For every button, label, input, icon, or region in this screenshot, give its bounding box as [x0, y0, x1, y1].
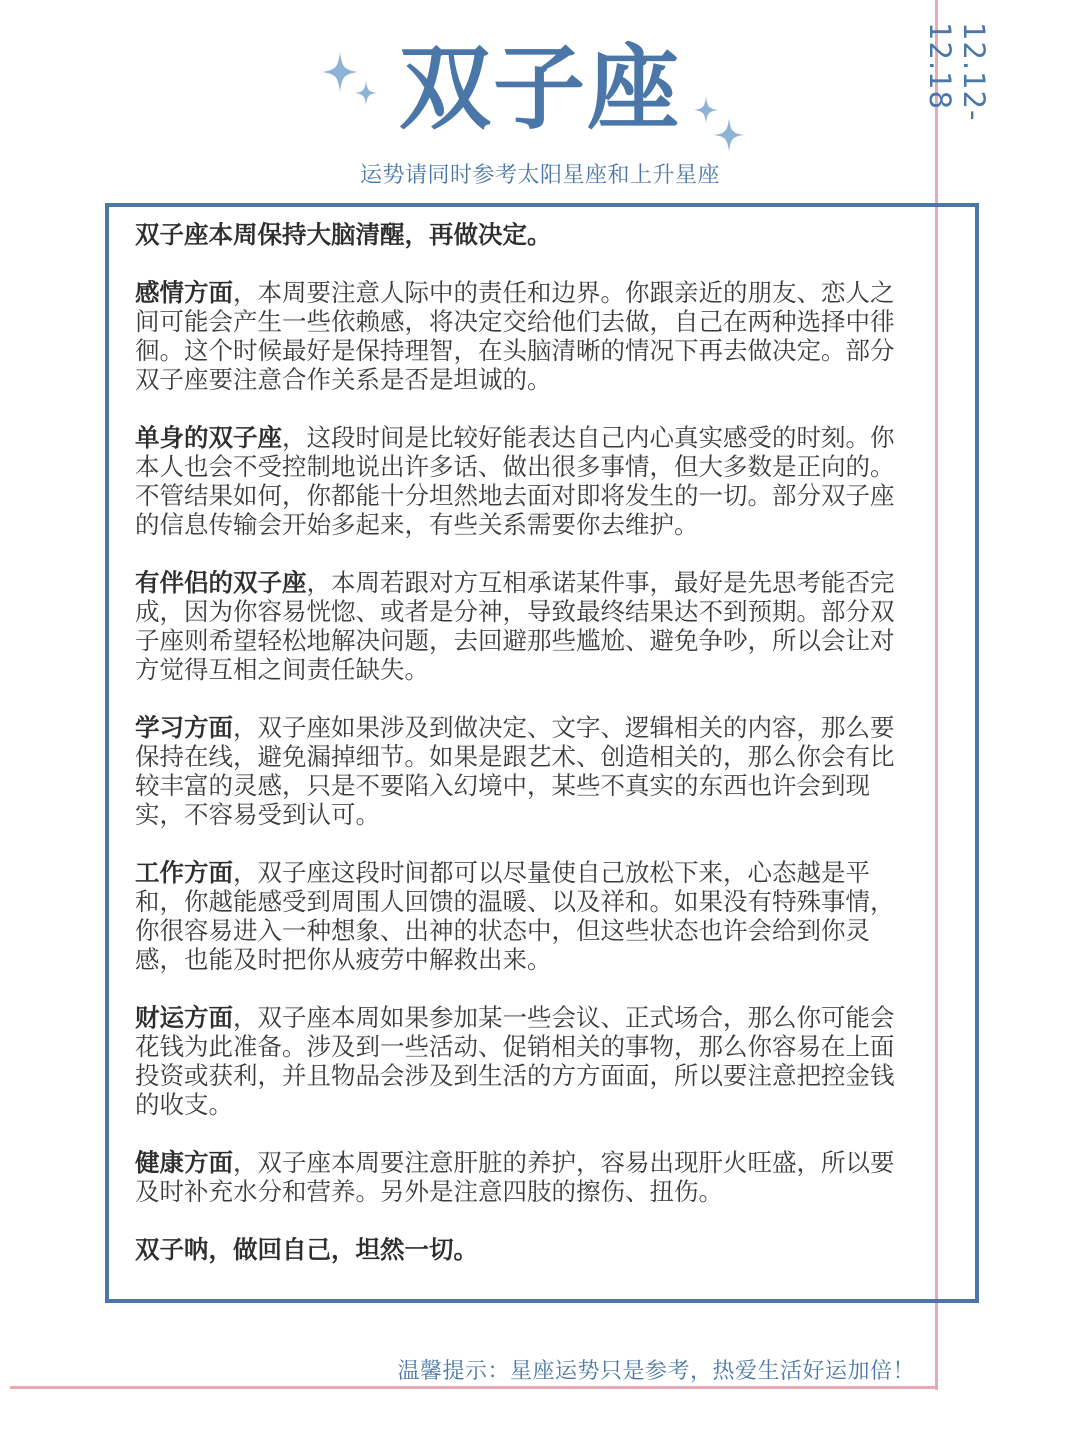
section-partnered — [135, 568, 915, 684]
section-study — [135, 713, 915, 829]
pink-horizontal-line — [10, 1386, 938, 1389]
section-text: ，本周要注意人际中的责任和边界。你跟亲近的朋友、恋人之间可能会产生一些依赖感，将决定交给他们去做，自己在两种选择中徘徊。这个时候最好是保持理智，在头脑清晰的情况下再去做决定。部分双子座要注意合作关系是否是坦诚的。 — [135, 278, 895, 394]
footer-tip: 温馨提示：星座运势只是参考，热爱生活好运加倍！ — [397, 1359, 915, 1384]
section-text: ，双子座本周如果参加某一些会议、正式场合，那么你可能会花钱为此准备。涉及到一些活动、促销相关的事物，那么你容易在上面投资或获利，并且物品会涉及到生活的方方面面，所以要注意把控金钱的收支。 — [135, 1003, 895, 1119]
section-heading: 单身的双子座 — [135, 423, 282, 452]
page-title: 双子座 — [398, 35, 681, 142]
section-love — [135, 278, 915, 394]
subtitle: 运势请同时参考太阳星座和上升星座 — [359, 163, 720, 188]
date-range: 12.12-12.18 — [923, 22, 991, 122]
section-health — [135, 1148, 915, 1206]
section-text: ，本周若跟对方互相承诺某件事，最好是先思考能否完成，因为你容易恍惚、或者是分神，导致最终结果达不到预期。部分双子座则希望轻松地解决问题，去回避那些尴尬、避免争吵，所以会让对方觉得互相之间责任缺失。 — [135, 568, 895, 684]
section-heading: 感情方面 — [135, 278, 233, 307]
section-text: ，双子座本周要注意肝脏的养护，容易出现肝火旺盛，所以要及时补充水分和营养。另外是注意四肢的擦伤、扭伤。 — [135, 1148, 895, 1206]
section-single — [135, 423, 915, 539]
section-heading: 财运方面 — [135, 1003, 233, 1032]
section-text: ，双子座这段时间都可以尽量使自己放松下来，心态越是平和，你越能感受到周围人回馈的温暖、以及祥和。如果没有特殊事情，你很容易进入一种想象、出神的状态中，但这些状态也许会给到你灵感，也能及时把你从疲劳中解救出来。 — [135, 858, 895, 974]
intro-text: 双子座本周保持大脑清醒，再做决定。 — [135, 220, 552, 249]
closing-text: 双子呐，做回自己，坦然一切。 — [135, 1235, 478, 1264]
section-heading: 工作方面 — [135, 858, 233, 887]
section-text: ，双子座如果涉及到做决定、文字、逻辑相关的内容，那么要保持在线，避免漏掉细节。如果是跟艺术、创造相关的，那么你会有比较丰富的灵感，只是不要陷入幻境中，某些不真实的东西也许会到现实，不容易受到认可。 — [135, 713, 895, 829]
section-text: ，这段时间是比较好能表达自己内心真实感受的时刻。你本人也会不受控制地说出许多话、做出很多事情，但大多数是正向的。不管结果如何，你都能十分坦然地去面对即将发生的一切。部分双子座的信息传输会开始多起来，有些关系需要你去维护。 — [135, 423, 895, 539]
section-heading: 健康方面 — [135, 1148, 233, 1177]
section-heading: 学习方面 — [135, 713, 233, 742]
section-heading: 有伴侣的双子座 — [135, 568, 307, 597]
section-wealth — [135, 1003, 915, 1119]
horoscope-content — [135, 220, 915, 1264]
section-work — [135, 858, 915, 974]
